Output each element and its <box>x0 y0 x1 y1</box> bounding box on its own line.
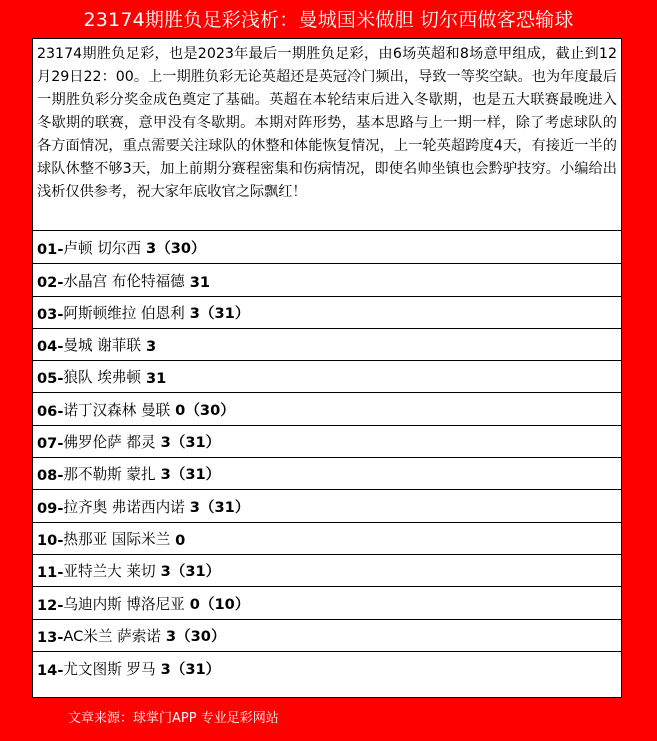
match-separator: - <box>57 596 64 614</box>
match-prediction: 3（30） <box>165 627 226 645</box>
match-row <box>33 652 621 684</box>
match-teams: 水晶宫 布伦特福德 <box>63 272 185 290</box>
match-teams: 曼城 谢菲联 <box>63 337 141 355</box>
match-separator: - <box>57 499 64 517</box>
match-prediction: 0（30） <box>175 401 235 419</box>
match-number: 03 <box>37 305 58 323</box>
match-number: 12 <box>37 596 58 614</box>
match-prediction: 0（10） <box>189 595 250 613</box>
match-prediction: 3（31） <box>160 466 221 484</box>
page-title: 23174期胜负足彩浅析：曼城国米做胆 切尔西做客恐输球 <box>83 9 574 31</box>
match-teams: 拉齐奥 弗诺西内诺 <box>63 498 185 516</box>
match-number: 08 <box>37 467 58 485</box>
match-teams: 卢顿 切尔西 <box>63 240 141 258</box>
match-prediction: 3（31） <box>189 498 250 516</box>
match-prediction: 3 <box>145 338 157 356</box>
match-number: 13 <box>37 628 58 646</box>
match-number: 01 <box>37 241 58 259</box>
match-teams: 亚特兰大 莱切 <box>63 563 156 581</box>
match-row <box>33 329 621 361</box>
match-number: 10 <box>37 531 58 549</box>
match-prediction: 3（31） <box>189 304 250 322</box>
intro-paragraph: 23174期胜负足彩，也是2023年最后一期胜负足彩，由6场英超和8场意甲组成，截止到12月29日22：00。上一期胜负彩无论英超还是英冠冷门频出，导致一等奖空缺。也为年度最后一期胜负彩分奖金成色奠定了基础。英超在本轮结束后进入冬歇期，也是五大联赛最晚进入冬歇期的联赛，意甲没有冬歇期。本期对阵形势，基本思路与上一期一样，除了考虑球队的各方面情况，重点需要关注球队的休整和体能恢复情况，上一轮英超跨度4天，有接近一半的球队休整不够3天，加上前期分赛程密集和伤病情况，即使名帅坐镇也会黔驴技穷。小编给出浅析仅供参考，祝大家年底收官之际飘红！ <box>33 39 621 231</box>
match-prediction: 3（30） <box>145 240 206 258</box>
match-separator: - <box>57 305 64 323</box>
match-separator: - <box>57 531 64 549</box>
match-number: 14 <box>37 662 58 680</box>
match-row <box>33 232 621 264</box>
match-row <box>33 426 621 458</box>
match-number: 04 <box>37 338 58 356</box>
match-number: 05 <box>37 370 58 388</box>
match-separator: - <box>57 241 64 259</box>
match-teams: AC米兰 萨索诺 <box>63 627 161 645</box>
match-row <box>33 264 621 296</box>
match-number: 11 <box>37 564 58 582</box>
match-prediction: 3（31） <box>160 661 221 679</box>
match-row <box>33 620 621 652</box>
match-teams: 尤文图斯 罗马 <box>63 661 156 679</box>
match-separator: - <box>57 402 64 420</box>
match-row <box>33 361 621 393</box>
match-separator: - <box>57 628 64 646</box>
match-separator: - <box>57 435 64 453</box>
match-row <box>33 523 621 555</box>
match-separator: - <box>57 662 64 680</box>
match-prediction: 31 <box>145 370 167 388</box>
match-number: 06 <box>37 402 58 420</box>
match-separator: - <box>57 273 64 291</box>
match-teams: 热那亚 国际米兰 <box>63 530 171 548</box>
match-teams: 那不勒斯 蒙扎 <box>63 466 156 484</box>
match-row <box>33 393 621 425</box>
match-row <box>33 458 621 490</box>
match-number: 02 <box>37 273 58 291</box>
match-row <box>33 587 621 619</box>
match-separator: - <box>57 467 64 485</box>
match-row <box>33 555 621 587</box>
match-teams: 狼队 埃弗顿 <box>63 369 141 387</box>
match-teams: 佛罗伦萨 都灵 <box>63 434 156 452</box>
match-prediction: 31 <box>189 273 211 291</box>
match-separator: - <box>57 338 64 356</box>
source-footer: 文章来源：球掌门APP 专业足彩网站 <box>68 711 279 726</box>
match-teams: 诺丁汉森林 曼联 <box>63 401 171 419</box>
match-teams: 阿斯顿维拉 伯恩利 <box>63 304 185 322</box>
match-separator: - <box>57 370 64 388</box>
match-prediction: 0 <box>175 531 186 549</box>
match-list <box>33 232 621 684</box>
match-prediction: 3（31） <box>160 563 221 581</box>
match-row <box>33 490 621 522</box>
match-row <box>33 297 621 329</box>
match-number: 07 <box>37 435 58 453</box>
match-separator: - <box>57 564 64 582</box>
match-number: 09 <box>37 499 58 517</box>
content-panel <box>32 38 622 698</box>
match-prediction: 3（31） <box>160 434 221 452</box>
match-teams: 乌迪内斯 博洛尼亚 <box>63 595 185 613</box>
